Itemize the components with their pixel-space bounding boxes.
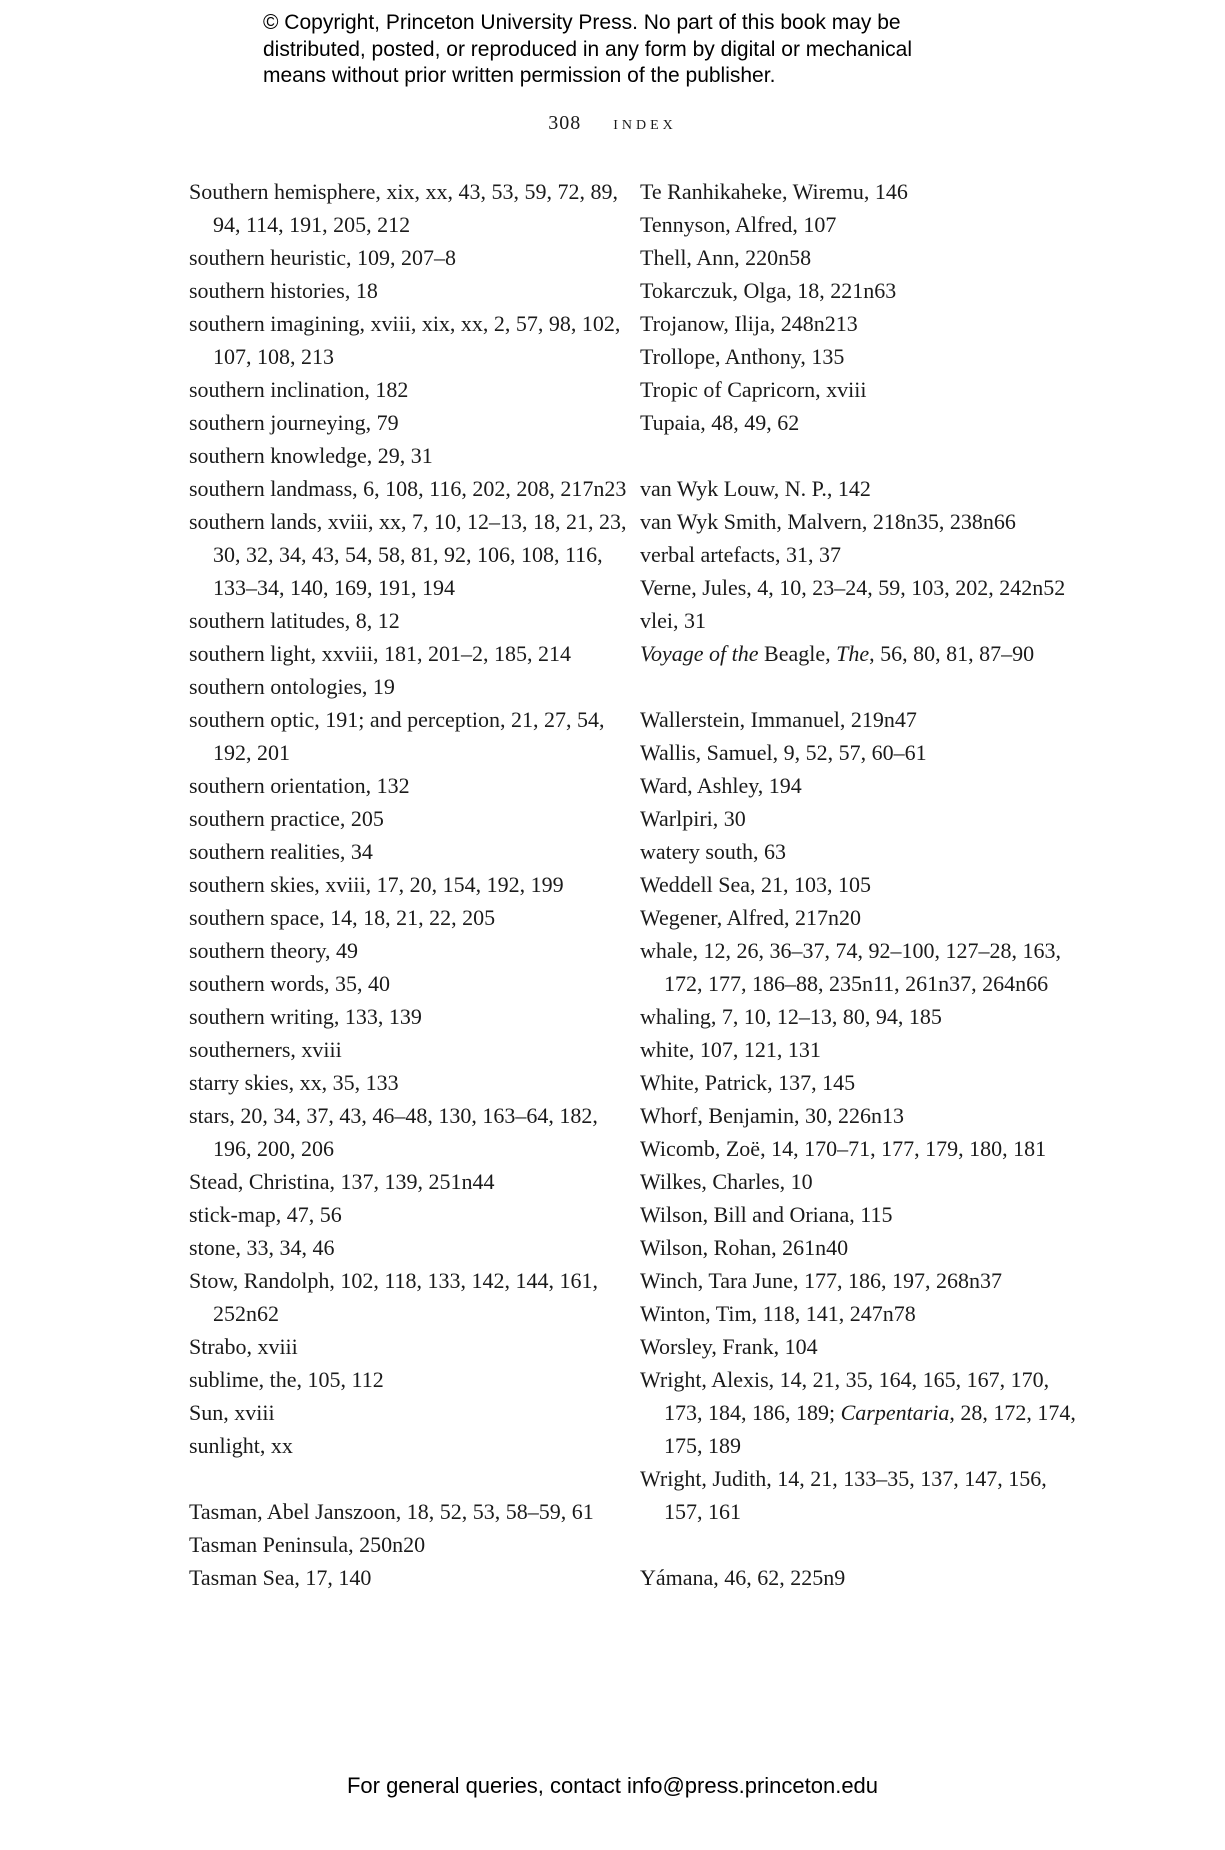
index-entry: Wallis, Samuel, 9, 52, 57, 60–61: [640, 740, 927, 765]
index-entry: southern light, xxviii, 181, 201–2, 185, 214: [189, 641, 571, 666]
index-entry: van Wyk Louw, N. P., 142: [640, 476, 871, 501]
index-entry: Te Ranhikaheke, Wiremu, 146: [640, 179, 908, 204]
index-entry: southern ontologies, 19: [189, 674, 395, 699]
index-entry: white, 107, 121, 131: [640, 1037, 821, 1062]
index-entry: Verne, Jules, 4, 10, 23–24, 59, 103, 202, 242n52: [640, 575, 1066, 600]
index-entry: southern lands, xviii, xx, 7, 10, 12–13, 18, 21, 23, 30, 32, 34, 43, 54, 58, 81, 92, 106, 108, 116, 133–34, 140, 169, 191, 194: [189, 509, 627, 600]
index-entry: Wallerstein, Immanuel, 219n47: [640, 707, 917, 732]
index-entry-part: Wright, Alexis, 14, 21, 35, 164, 165, 167, 170, 173, 184, 186, 189;: [640, 1367, 1050, 1425]
index-entry: Wilkes, Charles, 10: [640, 1169, 813, 1194]
index-entry: Ward, Ashley, 194: [640, 773, 802, 798]
index-entry: southern journeying, 79: [189, 410, 399, 435]
index-entry: Tasman Sea, 17, 140: [189, 1565, 372, 1590]
index-entry: southern skies, xviii, 17, 20, 154, 192, 199: [189, 872, 564, 897]
letter-group-gap: [640, 670, 1080, 703]
index-entry: Thell, Ann, 220n58: [640, 245, 812, 270]
letter-group-gap: [640, 439, 1080, 472]
index-entry: verbal artefacts, 31, 37: [640, 542, 841, 567]
index-entry: Weddell Sea, 21, 103, 105: [640, 872, 872, 897]
index-entry: whaling, 7, 10, 12–13, 80, 94, 185: [640, 1004, 942, 1029]
index-entry: southern theory, 49: [189, 938, 359, 963]
index-entry: Wilson, Bill and Oriana, 115: [640, 1202, 893, 1227]
running-head: [0, 112, 1225, 135]
index-entry: vlei, 31: [640, 608, 706, 633]
index-entry: van Wyk Smith, Malvern, 218n35, 238n66: [640, 509, 1016, 534]
copyright-line: © Copyright, Princeton University Press. No part of this book may be: [263, 11, 901, 34]
index-entry: Winton, Tim, 118, 141, 247n78: [640, 1301, 916, 1326]
index-entry: southern inclination, 182: [189, 377, 409, 402]
index-entry: Stow, Randolph, 102, 118, 133, 142, 144, 161, 252n62: [189, 1268, 599, 1326]
index-entry: Wilson, Rohan, 261n40: [640, 1235, 849, 1260]
index-entry: southern histories, 18: [189, 278, 378, 303]
index-entry: southern space, 14, 18, 21, 22, 205: [189, 905, 496, 930]
index-entry: southern words, 35, 40: [189, 971, 391, 996]
index-entry: sunlight, xx: [189, 1433, 293, 1458]
index-entry: southern latitudes, 8, 12: [189, 608, 400, 633]
index-entry: southern writing, 133, 139: [189, 1004, 422, 1029]
index-entry: [640, 637, 1080, 670]
index-entry-part: Carpentaria: [840, 1400, 950, 1425]
index-column-left: [189, 175, 629, 1594]
index-entry: whale, 12, 26, 36–37, 74, 92–100, 127–28, 163, 172, 177, 186–88, 235n11, 261n37, 264n66: [640, 938, 1062, 996]
index-entry: southern realities, 34: [189, 839, 373, 864]
index-entry: Wegener, Alfred, 217n20: [640, 905, 861, 930]
index-entry: Trojanow, Ilija, 248n213: [640, 311, 858, 336]
letter-group-gap: [640, 1528, 1080, 1561]
index-entry: southern orientation, 132: [189, 773, 410, 798]
letter-group-gap: [189, 1462, 629, 1495]
index-entry: Tupaia, 48, 49, 62: [640, 410, 800, 435]
index-entry: Stead, Christina, 137, 139, 251n44: [189, 1169, 495, 1194]
index-entry: Whorf, Benjamin, 30, 226n13: [640, 1103, 904, 1128]
index-entry: [640, 1363, 1080, 1462]
index-entry: Tasman Peninsula, 250n20: [189, 1532, 426, 1557]
footer-contact: For general queries, contact info@press.princeton.edu: [346, 1773, 879, 1798]
index-entry: sublime, the, 105, 112: [189, 1367, 384, 1392]
index-entry: Southern hemisphere, xix, xx, 43, 53, 59, 72, 89, 94, 114, 191, 205, 212: [189, 179, 618, 237]
index-entry: Wicomb, Zoë, 14, 170–71, 177, 179, 180, 181: [640, 1136, 1047, 1161]
index-entry-part: Voyage of the: [640, 641, 759, 666]
index-entry: Sun, xviii: [189, 1400, 275, 1425]
index-entry: southern practice, 205: [189, 806, 384, 831]
index-column-right: [640, 175, 1080, 1594]
index-entry: stars, 20, 34, 37, 43, 46–48, 130, 163–64, 182, 196, 200, 206: [189, 1103, 598, 1161]
index-entry-part: , 28, 172, 174, 175, 189: [664, 1400, 1076, 1458]
index-entry: Worsley, Frank, 104: [640, 1334, 818, 1359]
index-entry: southern imagining, xviii, xix, xx, 2, 57, 98, 102, 107, 108, 213: [189, 311, 621, 369]
index-entry: Strabo, xviii: [189, 1334, 298, 1359]
index-entry: Warlpiri, 30: [640, 806, 746, 831]
section-title: index: [613, 112, 677, 134]
index-entry: Wright, Judith, 14, 21, 133–35, 137, 147, 156, 157, 161: [640, 1466, 1047, 1524]
index-entry: stick-map, 47, 56: [189, 1202, 342, 1227]
index-entry: White, Patrick, 137, 145: [640, 1070, 856, 1095]
index-entry: southern optic, 191; and perception, 21, 27, 54, 192, 201: [189, 707, 605, 765]
index-entry: southerners, xviii: [189, 1037, 342, 1062]
index-entry: Trollope, Anthony, 135: [640, 344, 845, 369]
copyright-line: distributed, posted, or reproduced in any form by digital or mechanical: [263, 37, 913, 61]
index-entry: Winch, Tara June, 177, 186, 197, 268n37: [640, 1268, 1002, 1293]
index-entry: southern landmass, 6, 108, 116, 202, 208, 217n23: [189, 476, 627, 501]
index-entry: watery south, 63: [640, 839, 787, 864]
index-entry: Tokarczuk, Olga, 18, 221n63: [640, 278, 897, 303]
index-entry: southern knowledge, 29, 31: [189, 443, 433, 468]
index-entry-part: , 56, 80, 81, 87–90: [869, 641, 1035, 666]
index-entry: Tropic of Capricorn, xviii: [640, 377, 867, 402]
index-entry-part: Beagle: [758, 641, 826, 666]
page-number: 308: [548, 112, 582, 134]
index-entry-part: , The: [825, 641, 870, 666]
index-entry: stone, 33, 34, 46: [189, 1235, 335, 1260]
index-entry: southern heuristic, 109, 207–8: [189, 245, 457, 270]
index-entry: Yámana, 46, 62, 225n9: [640, 1565, 846, 1590]
copyright-line: means without prior written permission of the publisher.: [263, 64, 776, 87]
copyright-notice: [263, 10, 1023, 90]
index-entry: Tasman, Abel Janszoon, 18, 52, 53, 58–59, 61: [189, 1499, 594, 1524]
index-entry: Tennyson, Alfred, 107: [640, 212, 837, 237]
index-entry: starry skies, xx, 35, 133: [189, 1070, 399, 1095]
